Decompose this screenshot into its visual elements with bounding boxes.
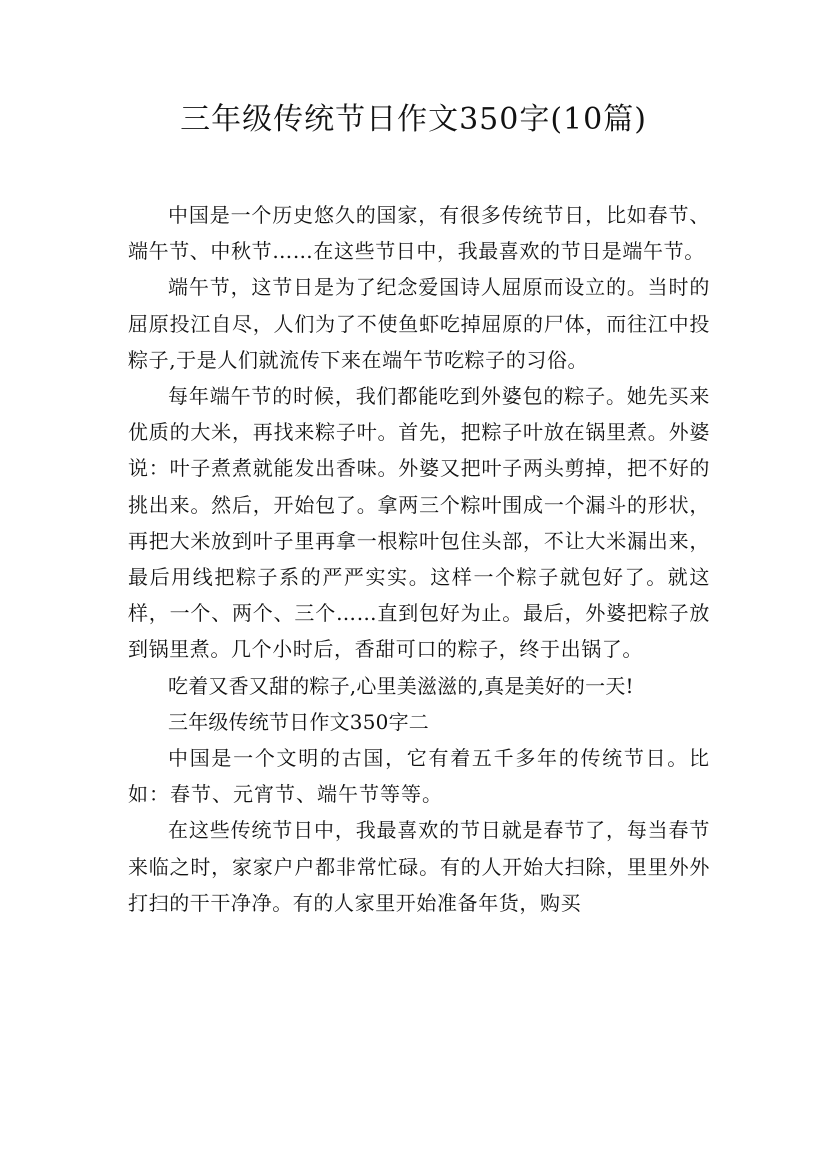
- paragraph-6: 在这些传统节日中，我最喜欢的节日就是春节了，每当春节来临之时，家家户户都非常忙碌。有的人开始大扫除，里里外外打扫的干干净净。有的人家里开始准备年货，购买: [128, 818, 710, 915]
- document-body: [128, 197, 710, 921]
- paragraph-4: 吃着又香又甜的粽子,心里美滋滋的,真是美好的一天!: [168, 673, 634, 698]
- paragraph-5: 中国是一个文明的古国，它有着五千多年的传统节日。比如：春节、元宵节、端午节等等。: [128, 746, 710, 807]
- paragraph-2: 端午节，这节日是为了纪念爱国诗人屈原而设立的。当时的屈原投江自尽，人们为了不使鱼虾吃掉屈原的尸体，而往江中投粽子,于是人们就流传下来在端午节吃粽子的习俗。: [128, 275, 710, 372]
- paragraph-3: 每年端午节的时候，我们都能吃到外婆包的粽子。她先买来优质的大米，再找来粽子叶。首先，把粽子叶放在锅里煮。外婆说：叶子煮煮就能发出香味。外婆又把叶子两头剪掉，把不好的挑出来。然后，开始包了。拿两三个粽叶围成一个漏斗的形状，再把大米放到叶子里再拿一根粽叶包住头部，不让大米漏出来，最后用线把粽子系的严严实实。这样一个粽子就包好了。就这样，一个、两个、三个……直到包好为止。最后，外婆把粽子放到锅里煮。几个小时后，香甜可口的粽子，终于出锅了。: [128, 384, 710, 662]
- document-title: 三年级传统节日作文350字(10篇): [180, 102, 647, 137]
- section-heading-2: 三年级传统节日作文350字二: [168, 709, 429, 734]
- paragraph-1: 中国是一个历史悠久的国家，有很多传统节日，比如春节、端午节、中秋节……在这些节日中，我最喜欢的节日是端午节。: [128, 203, 710, 264]
